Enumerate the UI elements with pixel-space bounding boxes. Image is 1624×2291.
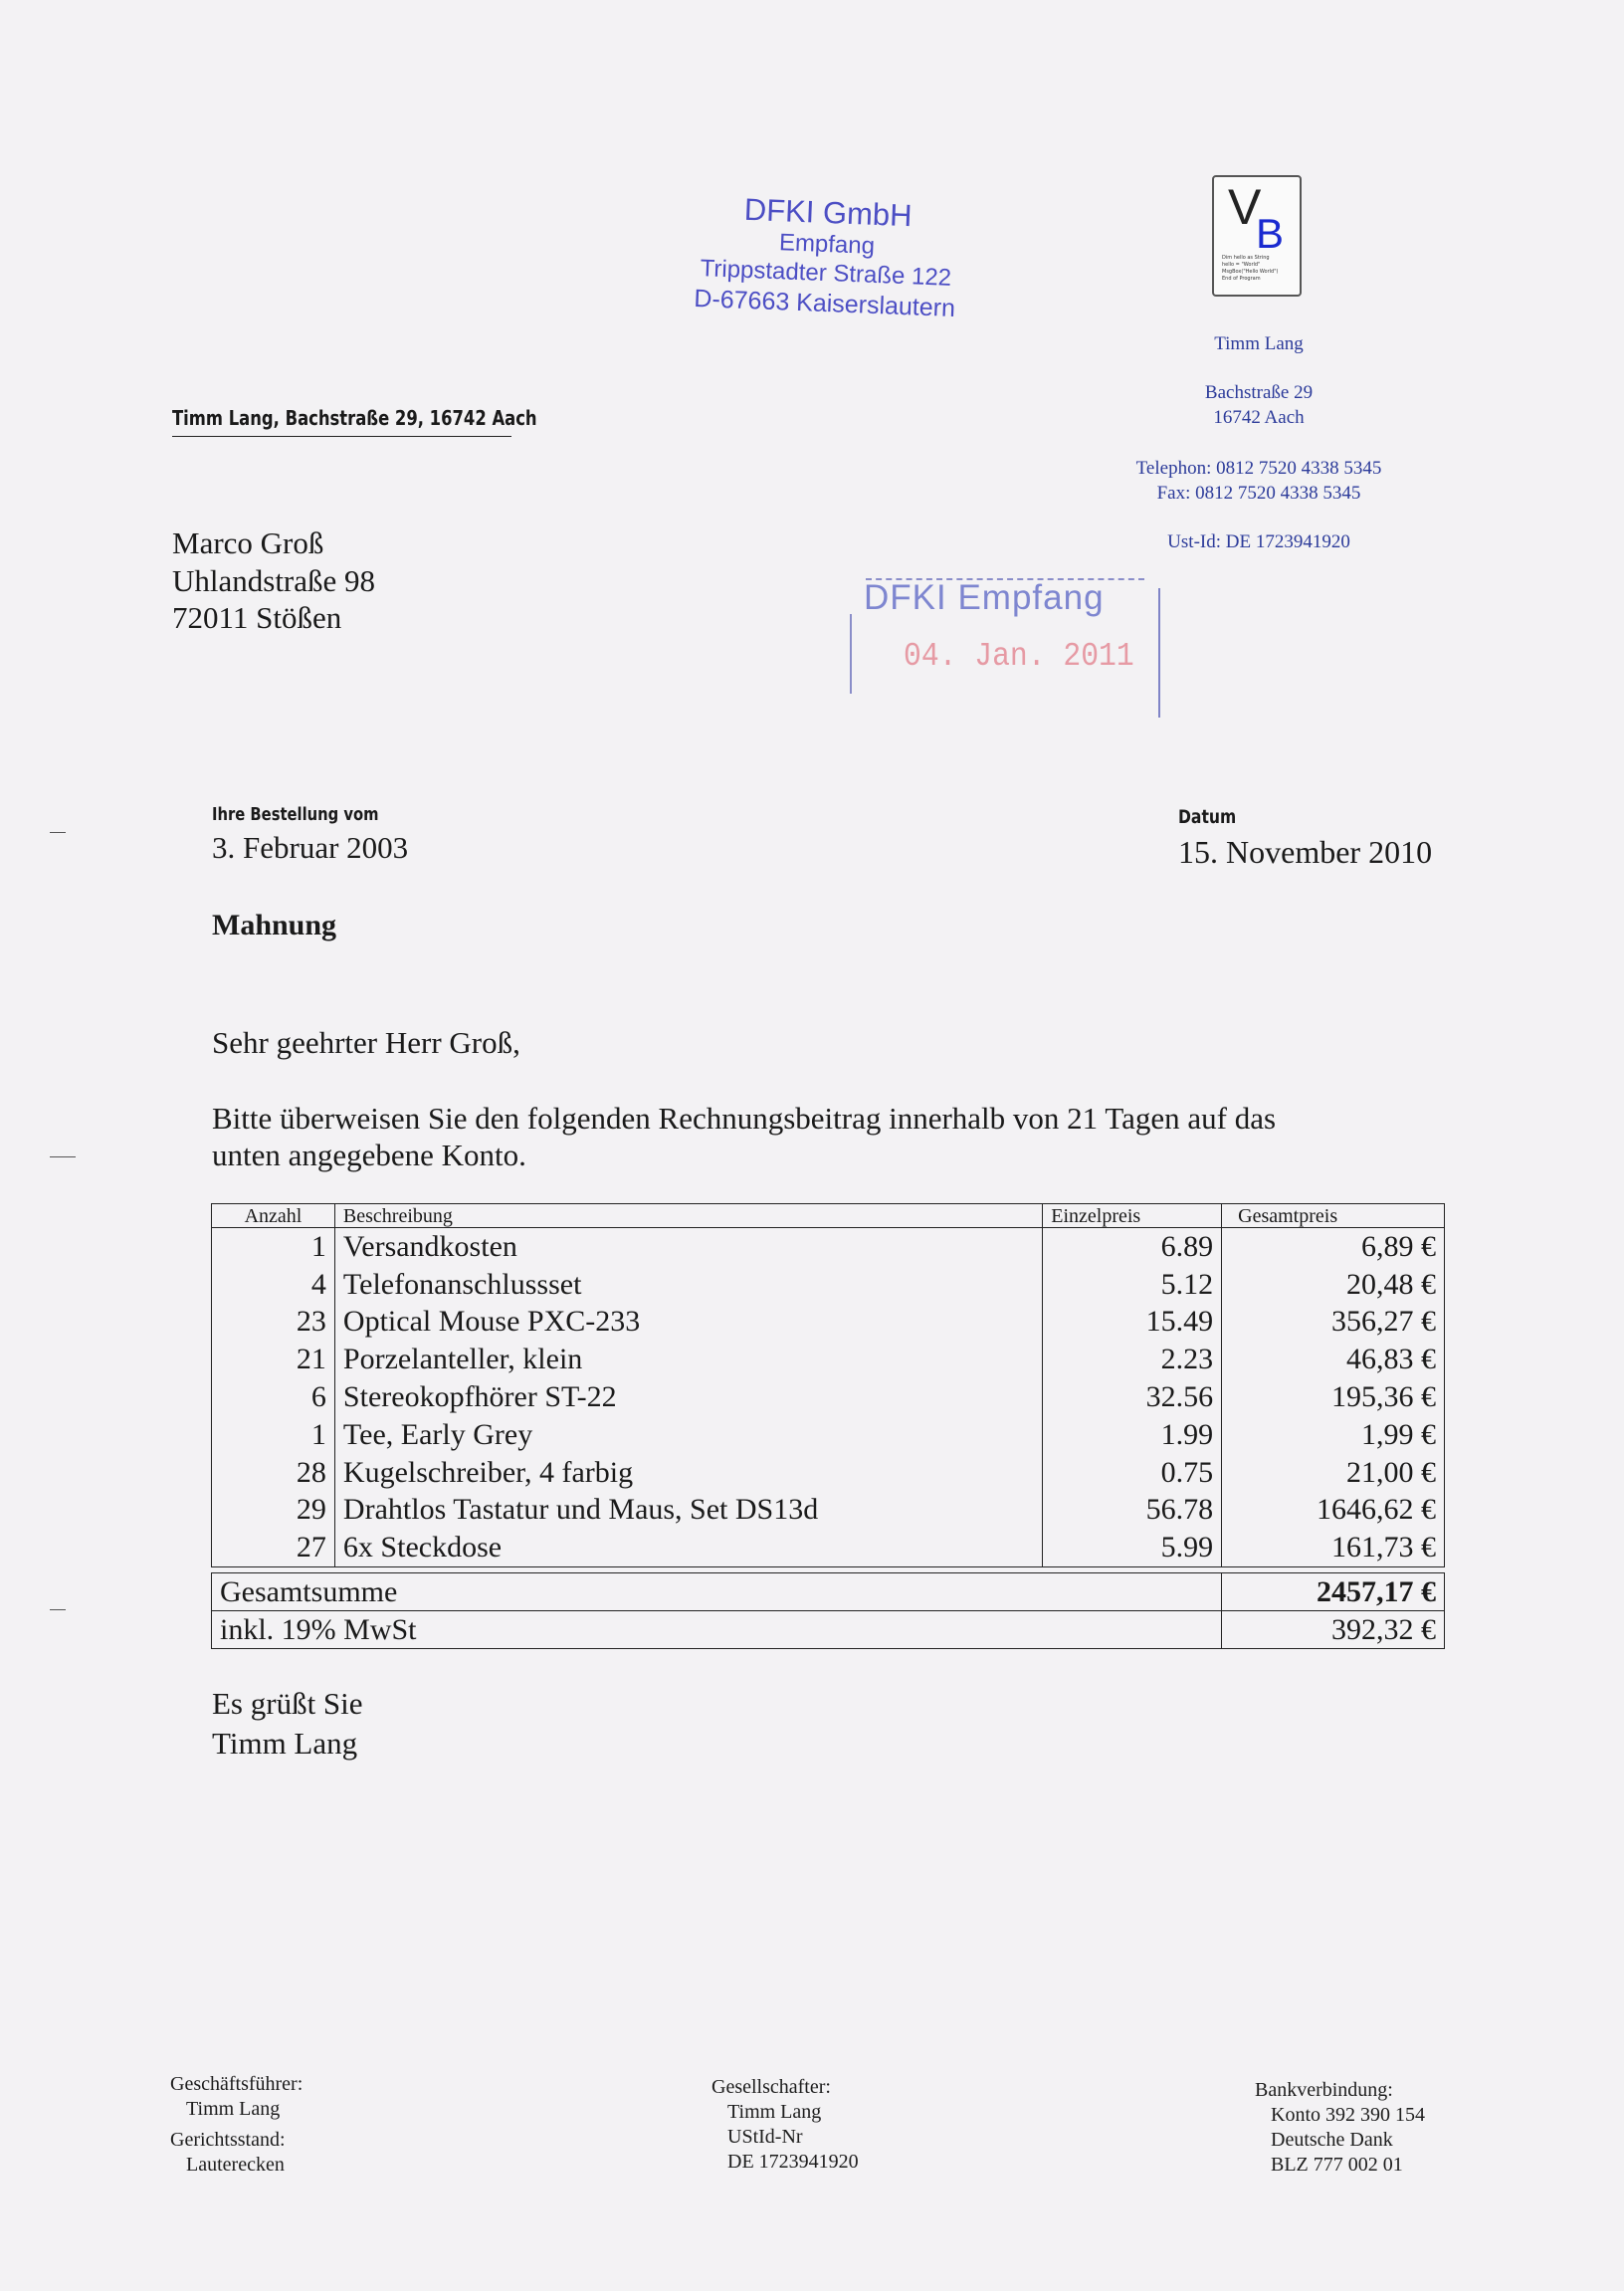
item-total-price: 21,00 € [1222, 1454, 1445, 1492]
item-total-price: 46,83 € [1222, 1341, 1445, 1378]
sum-row [212, 1573, 1445, 1611]
body-text-line-1: Bitte überweisen Sie den folgenden Rechnungsbeitrag innerhalb von 21 Tagen auf das [212, 1101, 1277, 1136]
footer-manager [170, 2072, 303, 2178]
item-unit-price: 2.23 [1043, 1341, 1222, 1378]
order-label: Ihre Bestellung vom [212, 804, 379, 825]
stamp-department: Empfang [778, 229, 876, 260]
item-unit-price: 1.99 [1043, 1416, 1222, 1454]
order-date: 3. Februar 2003 [212, 830, 409, 865]
stamp-street: Trippstadter Straße 122 [700, 255, 952, 292]
item-unit-price: 0.75 [1043, 1454, 1222, 1492]
sender-telephone: Telephon: 0812 7520 4338 5345 [1135, 458, 1382, 479]
footer-court-label: Gerichtsstand: [170, 2129, 286, 2151]
vat-row [212, 1611, 1445, 1649]
table-row [212, 1529, 1445, 1566]
item-description: Kugelschreiber, 4 farbig [334, 1454, 1042, 1492]
received-stamp-title: DFKI Empfang [864, 578, 1105, 617]
item-total-price: 1,99 € [1222, 1416, 1445, 1454]
footer-partner-ustid: DE 1723941920 [727, 2151, 859, 2173]
vat-label: inkl. 19% MwSt [212, 1611, 1222, 1649]
footer-partner-ustid-label: UStId-Nr [727, 2126, 803, 2148]
header-total-price: Gesamtpreis [1222, 1204, 1445, 1228]
recipient-name: Marco Groß [172, 525, 324, 560]
sender-name: Timm Lang [1214, 333, 1304, 354]
recipient-city: 72011 Stößen [172, 600, 342, 635]
fold-mark-top [50, 832, 66, 833]
return-address-rule [172, 436, 511, 437]
footer-partner-label: Gesellschafter: [711, 2076, 831, 2098]
item-total-price: 195,36 € [1222, 1378, 1445, 1416]
sum-label: Gesamtsumme [212, 1573, 1222, 1611]
item-quantity: 1 [212, 1228, 335, 1266]
footer-bank-name: Deutsche Dank [1271, 2129, 1393, 2151]
table-row [212, 1341, 1445, 1378]
footer-bank-account: Konto 392 390 154 [1271, 2104, 1425, 2126]
footer-manager-label: Geschäftsführer: [170, 2073, 304, 2095]
item-quantity: 6 [212, 1378, 335, 1416]
footer-manager-name: Timm Lang [186, 2098, 281, 2120]
date-label: Datum [1178, 806, 1237, 828]
table-row [212, 1416, 1445, 1454]
item-description: Stereokopfhörer ST-22 [334, 1378, 1042, 1416]
item-quantity: 28 [212, 1454, 335, 1492]
item-total-price: 356,27 € [1222, 1304, 1445, 1342]
item-quantity: 27 [212, 1529, 335, 1566]
body-text-line-2: unten angegebene Konto. [212, 1138, 526, 1172]
invoice-items-table [211, 1203, 1445, 1567]
item-unit-price: 56.78 [1043, 1492, 1222, 1530]
table-header-row [212, 1204, 1445, 1228]
logo-code-text: Dim hello as String hello = "World" MsgBox("Hello World") End of Program [1222, 255, 1279, 282]
table-body [212, 1228, 1445, 1567]
header-unit-price: Einzelpreis [1043, 1204, 1222, 1228]
table-row [212, 1228, 1445, 1266]
logo-letter-v: V [1228, 179, 1262, 235]
return-address: Timm Lang, Bachstraße 29, 16742 Aach [172, 406, 537, 430]
item-quantity: 4 [212, 1266, 335, 1304]
table-row [212, 1454, 1445, 1492]
received-stamp [848, 574, 1162, 729]
totals-table [211, 1572, 1445, 1649]
received-stamp-date: 04. Jan. 2011 [904, 638, 1134, 675]
vat-value: 392,32 € [1222, 1611, 1445, 1649]
footer-partner [711, 2075, 859, 2175]
fold-mark-bottom [50, 1609, 66, 1610]
company-logo [1212, 175, 1302, 297]
item-unit-price: 5.99 [1043, 1529, 1222, 1566]
sender-city: 16742 Aach [1213, 407, 1305, 428]
sender-ust-id: Ust-Id: DE 1723941920 [1167, 531, 1350, 552]
item-description: 6x Steckdose [334, 1529, 1042, 1566]
item-description: Porzelanteller, klein [334, 1341, 1042, 1378]
item-total-price: 161,73 € [1222, 1529, 1445, 1566]
item-total-price: 20,48 € [1222, 1266, 1445, 1304]
item-quantity: 1 [212, 1416, 335, 1454]
table-row [212, 1304, 1445, 1342]
item-quantity: 23 [212, 1304, 335, 1342]
item-description: Drahtlos Tastatur und Maus, Set DS13d [334, 1492, 1042, 1530]
item-description: Telefonanschlussset [334, 1266, 1042, 1304]
table-row [212, 1378, 1445, 1416]
fold-mark-middle [50, 1156, 76, 1157]
sender-fax: Fax: 0812 7520 4338 5345 [1156, 483, 1361, 504]
closing-greeting: Es grüßt Sie [212, 1686, 363, 1721]
item-unit-price: 5.12 [1043, 1266, 1222, 1304]
salutation: Sehr geehrter Herr Groß, [212, 1025, 520, 1060]
item-quantity: 29 [212, 1492, 335, 1530]
header-description: Beschreibung [334, 1204, 1042, 1228]
table-row [212, 1266, 1445, 1304]
item-total-price: 1646,62 € [1222, 1492, 1445, 1530]
stamp-frame-right [1158, 588, 1160, 718]
recipient-street: Uhlandstraße 98 [172, 563, 376, 598]
footer-partner-name: Timm Lang [727, 2101, 822, 2123]
footer-bank-blz: BLZ 777 002 01 [1271, 2154, 1403, 2176]
item-description: Versandkosten [334, 1228, 1042, 1266]
subject-heading: Mahnung [212, 909, 337, 941]
item-quantity: 21 [212, 1341, 335, 1378]
footer-bank-label: Bankverbindung: [1255, 2079, 1393, 2101]
item-unit-price: 32.56 [1043, 1378, 1222, 1416]
item-unit-price: 15.49 [1043, 1304, 1222, 1342]
header-quantity: Anzahl [212, 1204, 335, 1228]
item-description: Optical Mouse PXC-233 [334, 1304, 1042, 1342]
item-unit-price: 6.89 [1043, 1228, 1222, 1266]
stamp-company: DFKI GmbH [743, 191, 914, 234]
table-row [212, 1492, 1445, 1530]
item-total-price: 6,89 € [1222, 1228, 1445, 1266]
address-stamp [674, 189, 978, 349]
document-date: 15. November 2010 [1178, 834, 1433, 870]
stamp-city: D-67663 Kaiserslautern [693, 284, 956, 323]
footer-bank [1255, 2078, 1425, 2178]
sender-street: Bachstraße 29 [1204, 382, 1314, 403]
footer-court-name: Lauterecken [186, 2154, 285, 2176]
closing-signature-name: Timm Lang [212, 1726, 358, 1761]
item-description: Tee, Early Grey [334, 1416, 1042, 1454]
stamp-frame-left [850, 614, 852, 694]
sum-value: 2457,17 € [1222, 1573, 1445, 1611]
logo-letter-b: B [1256, 210, 1285, 257]
